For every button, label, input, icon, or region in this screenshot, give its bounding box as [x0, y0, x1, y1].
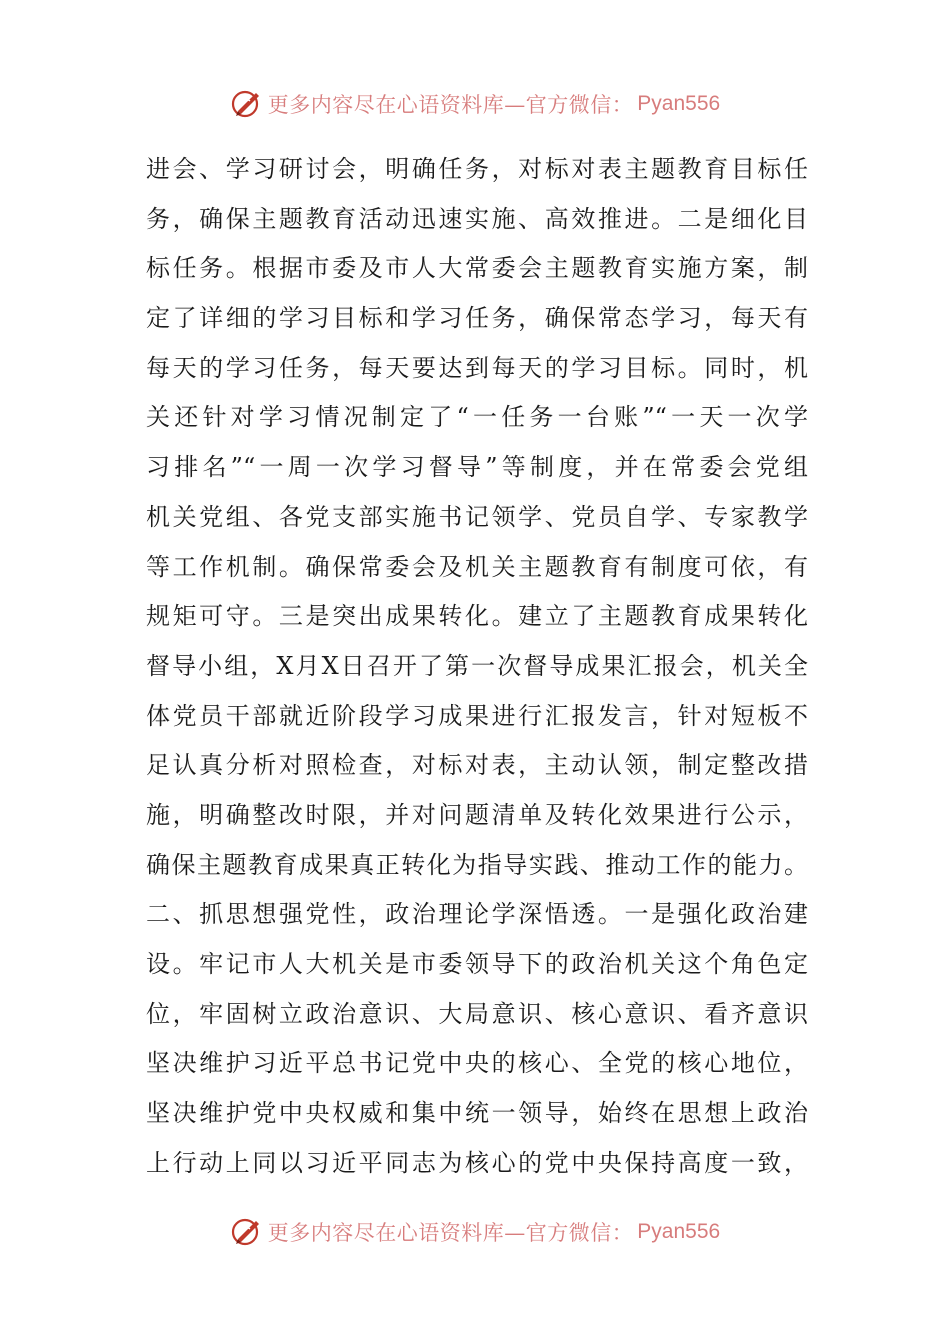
body-line: 机关党组、各党支部实施书记领学、党员自学、专家教学 [146, 502, 808, 531]
body-line: 二、抓思想强党性，政治理论学深悟透。一是强化政治建 [146, 900, 808, 929]
body-line: 进会、学习研讨会，明确任务，对标对表主题教育目标任 [146, 155, 808, 183]
body-line: 标任务。根据市委及市人大常委会主题教育实施方案，制 [146, 254, 808, 283]
body-line: 规矩可守。三是突出成果转化。建立了主题教育成果转化 [146, 602, 808, 631]
watermark-text: 更多内容尽在心语资料库—官方微信： [267, 93, 634, 117]
body-line: 上行动上同以习近平同志为核心的党中央保持高度一致， [146, 1148, 808, 1177]
watermark-wechat-id: Pyan556 [637, 1220, 721, 1243]
body-line: 足认真分析对照检查，对标对表，主动认领，制定整改措 [146, 751, 808, 780]
body-line: 坚决维护党中央权威和集中统一领导，始终在思想上政治 [146, 1099, 808, 1128]
pen-logo-icon [230, 87, 264, 121]
body-line: 务，确保主题教育活动迅速实施、高效推进。二是细化目 [146, 204, 808, 233]
body-line: 等工作机制。确保常委会及机关主题教育有制度可依，有 [146, 552, 808, 581]
body-line: 每天的学习任务，每天要达到每天的学习目标。同时，机 [146, 353, 808, 382]
watermark-text: 更多内容尽在心语资料库—官方微信： [267, 1221, 634, 1245]
body-line: 确保主题教育成果真正转化为指导实践、推动工作的能力。 [146, 850, 808, 879]
watermark-wechat-id: Pyan556 [637, 92, 721, 115]
pen-logo-icon [230, 1215, 264, 1249]
body-line: 督导小组，X月X日召开了第一次督导成果汇报会，机关全 [146, 651, 808, 680]
header-watermark [0, 84, 950, 124]
body-line: 定了详细的学习目标和学习任务，确保常态学习，每天有 [146, 304, 808, 333]
body-line: 关还针对学习情况制定了“一任务一台账”“一天一次学 [146, 403, 808, 432]
body-line: 施，明确整改时限，并对问题清单及转化效果进行公示， [146, 800, 808, 829]
body-line: 习排名”“一周一次学习督导”等制度，并在常委会党组 [146, 453, 808, 482]
document-body [146, 145, 808, 1188]
footer-watermark [0, 1212, 950, 1252]
body-line: 设。牢记市人大机关是市委领导下的政治机关这个角色定 [146, 950, 808, 978]
body-line: 坚决维护习近平总书记党中央的核心、全党的核心地位， [146, 1049, 808, 1078]
body-line: 位，牢固树立政治意识、大局意识、核心意识、看齐意识 [146, 999, 808, 1028]
body-line: 体党员干部就近阶段学习成果进行汇报发言，针对短板不 [146, 701, 808, 730]
